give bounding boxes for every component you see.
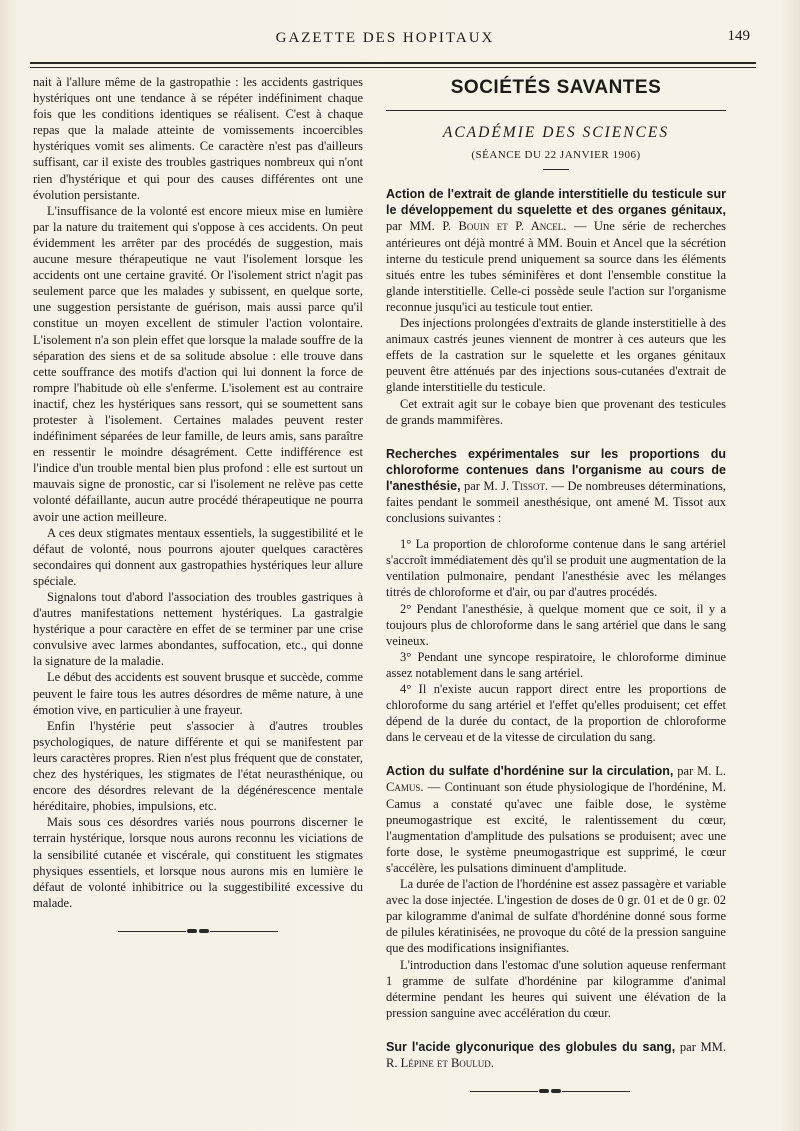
communication [386, 1039, 726, 1071]
header-rule-thick [30, 62, 756, 64]
paragraph: Cet extrait agit sur le cobaye bien que provenant des testicules de grands mammifères. [386, 396, 726, 427]
section-heading: SOCIÉTÉS SAVANTES [450, 77, 662, 98]
communication [386, 763, 726, 876]
paragraph: 2° Pendant l'anesthésie, à quelque moment que ce soit, il y a toujours plus de chloroforme dans le sang artériel que dans le sang veineux. [386, 601, 726, 648]
paragraph: La durée de l'action de l'hordénine est assez passagère et variable avec la dose injectée. L'ingestion de doses de 0 gr. 01 et de 0 gr. 02 par kilogramme d'animal de sulfate d'hordénine donné sous forme de pilules kératinisées, ne provoque du côté de la pression sanguine que des modifications insignifiantes. [386, 877, 726, 956]
paragraph: 4° Il n'existe aucun rapport direct entre les proportions de chloroforme du sang artériel et l'effet qu'elles produisent; cet effet dépend de la durée du contact, de la proportion de chloroforme dans le cerveau et de la vitesse de circulation du sang. [386, 682, 726, 745]
session-date: (SÉANCE DU 22 JANVIER 1906) [471, 149, 641, 162]
section-rule [386, 110, 726, 111]
paragraph: nait à l'allure même de la gastropathie : les accidents gastriques hystériques ont une tendance à se répéter indéfiniment chaque fois que les conditions identiques se réalisent. C'est à chaque repas que la malade atteinte de vomissements incoercibles hystériques vomit ses aliments. Ce caractère n'est pas d'ailleurs suffisant, car il existe des troubles gastriques nombreux qui n'ont rien d'hystérique et qui pour des causes différentes ont une évolution persistante. [33, 75, 363, 202]
academy-heading: ACADÉMIE DES SCIENCES [442, 124, 670, 142]
authors-prefix: par MM. [386, 219, 435, 234]
header-rule-thin [30, 67, 756, 68]
authors: P. Bouin et P. Ancel. [442, 219, 567, 234]
paragraph: L'introduction dans l'estomac d'une solution aqueuse renfermant 1 gramme de sulfate d'hordénine par kilogramme d'animal détermine pendant les heures qui suivent une élévation de la pression sanguine avec accélération du cœur. [386, 957, 726, 1020]
authors: L. Camus. [386, 764, 727, 795]
page-header [30, 28, 750, 50]
authors-prefix: par M. [464, 478, 498, 493]
authors: J. Tissot. [501, 478, 549, 493]
journal-title: GAZETTE DES HOPITAUX [275, 30, 495, 46]
short-rule [543, 169, 569, 170]
authors: R. Lépine et Boulud. [386, 1055, 494, 1070]
communication-title: Sur l'acide glyconurique des globules du sang, [386, 1039, 676, 1054]
end-ornament-left [118, 929, 278, 933]
communication [386, 186, 726, 315]
communication-title: Action de l'extrait de glande interstitielle du testicule sur le développement du squelette et des organes génitaux, [386, 187, 726, 218]
authors-prefix: par MM. [679, 1039, 726, 1054]
communication-lead: — Continuant son étude physiologique de l'hordénine, M. Camus a constaté qu'avec une faible dose, le système pneumogastrique est excité, le ralentissement du cœur, l'augmentation d'amplitude des pulsations se produisent; avec une forte dose, le système pneumogastrique est supprimé, le cœur s'accélère, les pulsations diminuent d'amplitude. [386, 780, 726, 875]
paragraph: Signalons tout d'abord l'association des troubles gastriques à d'autres manifestations nettement hystériques. La gastralgie hystérique a pour caractère en effet de se terminer par une crise convulsive avec larmes abondantes, suffocation, etc., qui donne la signature de la maladie. [33, 590, 363, 669]
communication-lead: — Une série de recherches antérieures ont déjà montré à MM. Bouin et Ancel que la sécrétion interne du testicule prend uniquement sa source dans les éléments situés entre les tubes séminifères et dont l'ensemble constitue la glande interstitielle. Celle-ci possède seule l'action sur l'organisme reconnue jusqu'ici au testicule tout entier. [386, 219, 727, 314]
paragraph: L'insuffisance de la volonté est encore mieux mise en lumière par la nature du traitement qui s'oppose à ces accidents. On peut évidemment les arrêter par des procédés de suggestion, mais aucune mesure thérapeutique ne vaut l'isolement lorsque les accidents ont une certaine gravité. Or l'isolement strict n'agit pas seulement parce que les malades y subissent, en quelque sorte, une suggestion persistante de guérison, mais aussi parce qu'il constitue un moyen excellent de stimuler l'action volontaire. L'isolement n'a son plein effet que lorsque la malade souffre de la séparation des siens et de sa solitude absolue : elle trouve dans cette souffrance des motifs d'action qui lui donnent la force de rompre l'habitude où elle s'enferme. L'isolement est au contraire inactif, chez les hystériques sans ressort, qui se soumettent sans protester à l'isolement. Certaines malades peuvent rester indéfiniment séparées de leur famille, de leurs amis, sans paraître en ressentir le moindre désagrément. Cette indifférence est l'indice d'un trouble mental bien plus profond : elle est surtout un mauvais signe de pronostic, car si l'isolement ne relève pas cette volonté défaillante, aucun autre procédé thérapeutique ne pourra avoir une action meilleure. [33, 203, 363, 524]
communication [386, 446, 726, 526]
paragraph: 3° Pendant une syncope respiratoire, le chloroforme diminue assez notablement dans le sang artériel. [386, 649, 726, 680]
paragraph: Des injections prolongées d'extraits de glande insterstitielle à des animaux castrés jeunes viennent de montrer à ces auteurs que les effets de la castration sur le squelette et les organes génitaux peuvent être atténués par des injections sous-cutanées d'extrait de glande interstitielle du testicule. [386, 316, 726, 395]
communication-title: Action du sulfate d'hordénine sur la circulation, [386, 764, 674, 779]
left-column [33, 74, 363, 911]
end-ornament-right [470, 1089, 630, 1093]
communication-lead: — De nombreuses déterminations, faites pendant le sommeil anesthésique, ont amené M. Tissot aux conclusions suivantes : [386, 478, 727, 526]
right-column [386, 74, 726, 1071]
communication-title: Recherches expérimentales sur les proportions du chloroforme contenues dans l'organisme au cours de l'anesthésie, [386, 446, 726, 493]
page-number: 149 [727, 28, 750, 44]
paragraph: Le début des accidents est souvent brusque et succède, comme peuvent le faire tous les autres désordres de même nature, à une émotion vive, en particulier à une frayeur. [33, 670, 363, 717]
paragraph: A ces deux stigmates mentaux essentiels, la suggestibilité et le défaut de volonté, nous pourrons ajouter quelques caractères secondaires qui donnent aux gastropathies hystériques leur allure spéciale. [33, 525, 363, 588]
paragraph: Mais sous ces désordres variés nous pourrons discerner le terrain hystérique, lorsque nous aurons reconnu les viciations de la sensibilité cutanée et viscérale, qui constituent les stigmates physiques essentiels, et lorsque nous aurons mis en lumière le défaut de volonté inhibitrice ou la suggestibilité excessive du malade. [33, 815, 363, 910]
paragraph: 1° La proportion de chloroforme contenue dans le sang artériel s'accroît immédiatement dès qu'il se produit une augmentation de la ventilation pulmonaire, pendant l'anesthésie avec les mélanges titrés de chloroforme et d'air, ou par d'autres procédés. [386, 537, 726, 600]
authors-prefix: par M. [677, 764, 712, 779]
paragraph: Enfin l'hystérie peut s'associer à d'autres troubles psychologiques, de nature différente et qui se manifestent par leurs caractères propres. Rien n'est plus fréquent que de constater, chez des hystériques, les stigmates de l'état neurasthénique, ou encore des désordres relevant de la dégénérescence mentale héréditaire, phobies, impulsions, etc. [33, 718, 363, 814]
